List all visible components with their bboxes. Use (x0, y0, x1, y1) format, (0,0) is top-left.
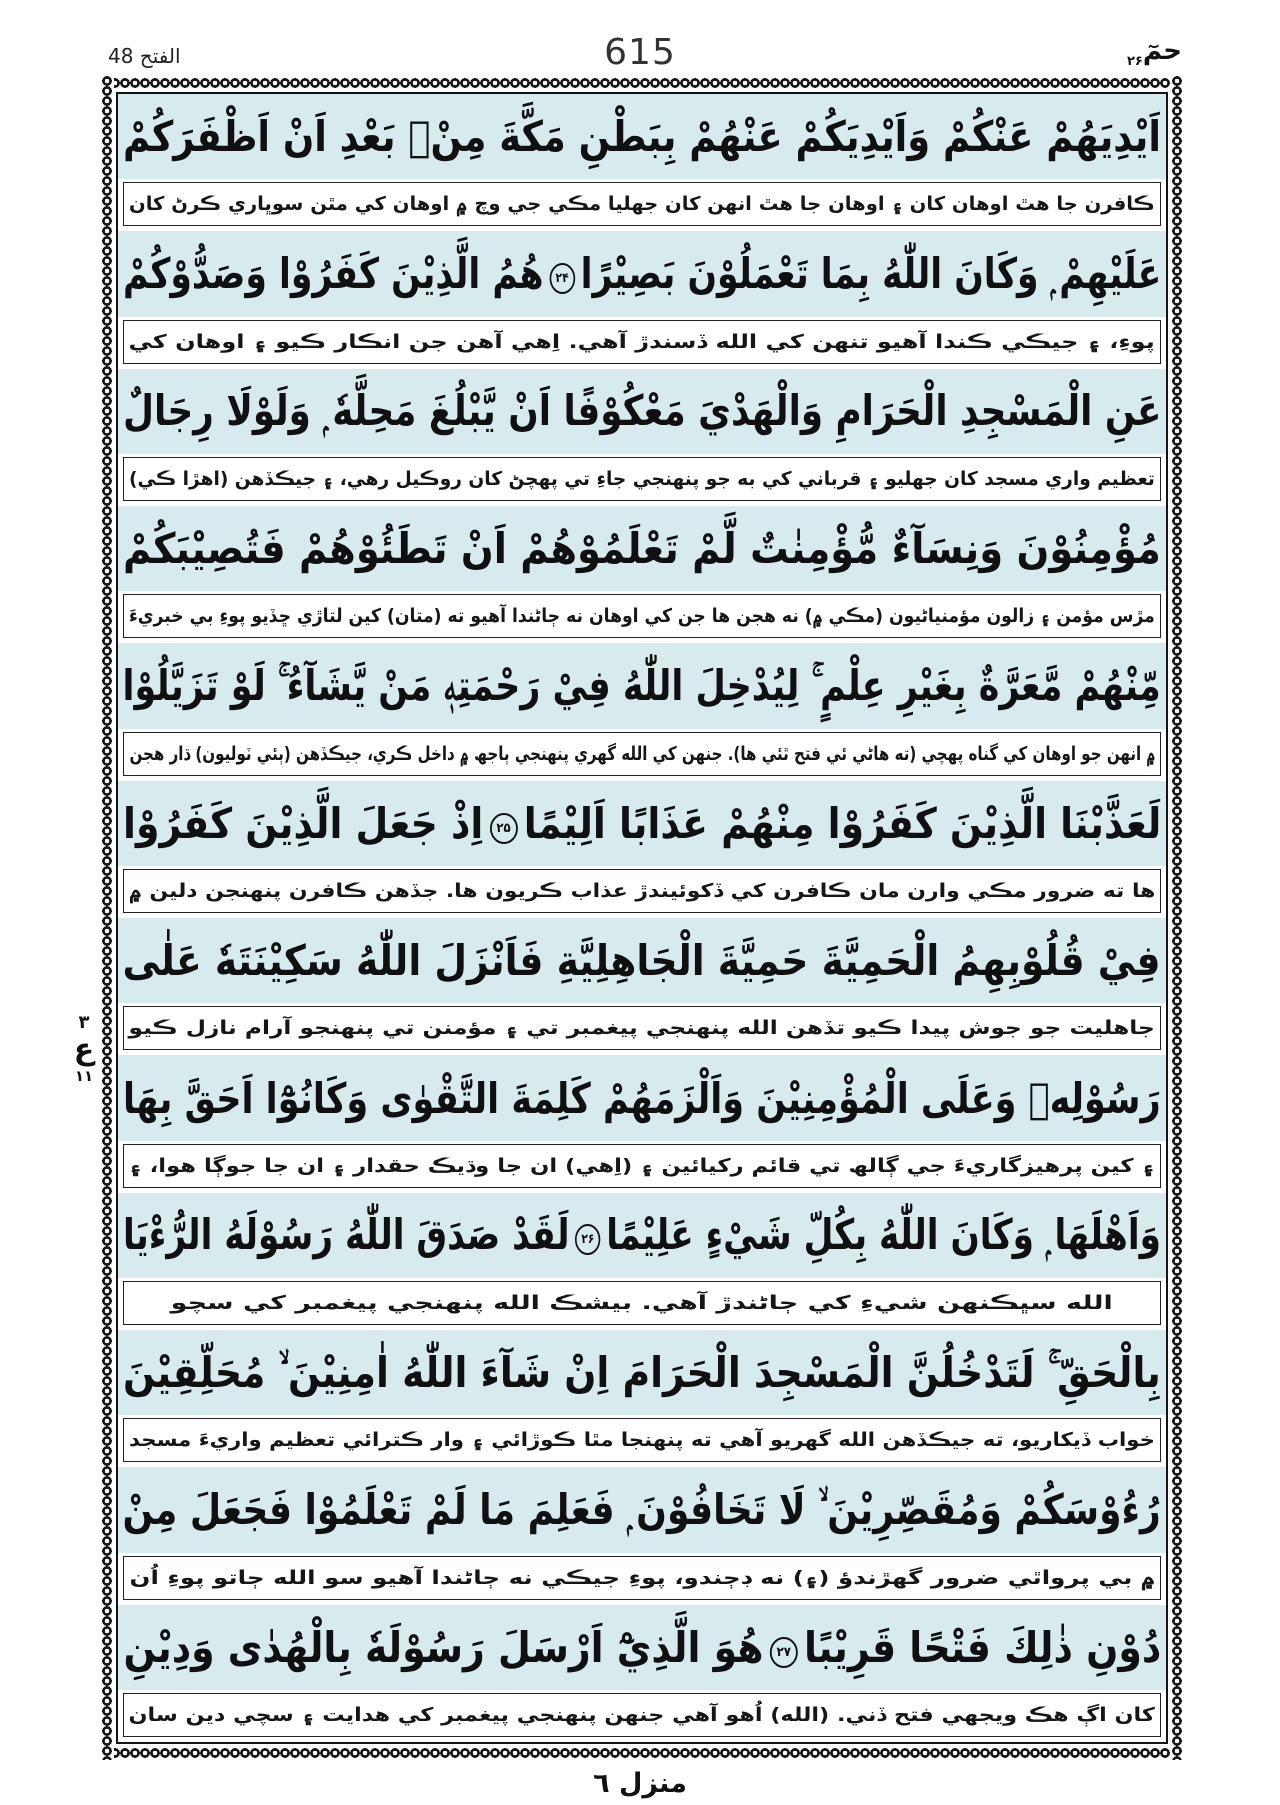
verse-section (118, 643, 1166, 780)
arabic-text: مِّنْهُمْ مَّعَرَّةٌ بِغَيْرِ عِلْمٍ ۚ لِيُدْخِلَ اللّٰهُ فِيْ رَحْمَتِهٖ مَنْ يَّشَآءُ ۚ لَوْ تَزَيَّلُوْا (122, 661, 1162, 711)
verse-section (118, 1193, 1166, 1330)
sindhi-translation-line (123, 1144, 1161, 1188)
chain-border-top (100, 76, 1184, 90)
manzil-marker: منزل ٦ (593, 1768, 687, 1799)
arabic-text: هُوَ الَّذِيْٓ اَرْسَلَ رَسُوْلَهٗ بِالْهُدٰى وَدِيْنِ (123, 1622, 764, 1672)
sindhi-translation-line (123, 182, 1161, 226)
arabic-text: مُؤْمِنُوْنَ وَنِسَآءٌ مُّؤْمِنٰتٌ لَّمْ تَعْلَمُوْهُمْ اَنْ تَطَئُوْهُمْ فَتُصِيْبَكُمْ (123, 524, 1161, 574)
translation-row (118, 1415, 1166, 1467)
translation-text: تعظيم واري مسجد کان جهليو ۽ قرباني کي به جو پنهنجي جاءِ تي پهچڻ کان روڪيل رهي، ۽ جيڪڏهن (اهڙا ڪي) (129, 468, 1155, 491)
arabic-text: دُوْنِ ذٰلِكَ فَتْحًا قَرِيْبًا (803, 1622, 1161, 1672)
translation-row (118, 1690, 1166, 1742)
translation-text: مڙس مؤمن ۽ زالون مؤمنياڻيون (مڪي ۾) نه هجن ها جن کي اوهان نه ڄاڻندا آهيو ته (متان) کين لتاڙي ڇڏيو پوءِ بي خبريءَ (129, 605, 1155, 628)
ruku-juz-count: ۱۱ (74, 1067, 94, 1085)
arabic-verse-line (118, 781, 1166, 866)
translation-text: الله سڀڪنهن شيءِ کي ڄاڻندڙ آهي. بيشڪ الله پنهنجي پيغمبر کي سچو (170, 1292, 1114, 1315)
verse-section (118, 94, 1166, 231)
translation-row (118, 1553, 1166, 1605)
sindhi-translation-line (123, 732, 1161, 776)
verse-section (118, 369, 1166, 506)
arabic-text: هُمُ الَّذِيْنَ كَفَرُوْا وَصَدُّوْكُمْ (122, 249, 544, 299)
translation-text: کان اڳ هڪ ويجهي فتح ڏني. (الله) اُهو آهي جنهن پنهنجي پيغمبر کي هدايت ۽ سچي دين سان (128, 1704, 1156, 1727)
page-number: 615 (604, 32, 676, 73)
arabic-text: وَاَهْلَهَا ۭ وَكَانَ اللّٰهُ بِكُلِّ شَيْءٍ عَلِيْمًا (606, 1210, 1161, 1260)
sindhi-translation-line (123, 869, 1161, 913)
translation-row (118, 179, 1166, 231)
arabic-text: رَسُوْلِهٖ وَعَلَى الْمُؤْمِنِيْنَ وَاَلْزَمَهُمْ كَلِمَةَ التَّقْوٰى وَكَانُوْٓا اَحَقَّ بِهَا (123, 1073, 1161, 1123)
translation-row (118, 1278, 1166, 1330)
arabic-verse-line (118, 231, 1166, 316)
surah-marker: الفتح 48 (108, 44, 181, 68)
sindhi-translation-line (123, 457, 1161, 501)
ayah-number-badge: ۲۵ (489, 813, 517, 844)
verse-section (118, 231, 1166, 368)
arabic-text: اِذْ جَعَلَ الَّذِيْنَ كَفَرُوْا (122, 798, 484, 848)
sindhi-translation-line (123, 1281, 1161, 1325)
arabic-text: لَعَذَّبْنَا الَّذِيْنَ كَفَرُوْا مِنْهُمْ عَذَابًا اَلِيْمًا (523, 798, 1162, 848)
arabic-text: عَنِ الْمَسْجِدِ الْحَرَامِ وَالْهَدْيَ مَعْكُوْفًا اَنْ يَّبْلُغَ مَحِلَّهٗ ۭ وَلَوْلَا رِجَالٌ (122, 386, 1162, 436)
arabic-text: اَيْدِيَهُمْ عَنْكُمْ وَاَيْدِيَكُمْ عَنْهُمْ بِبَطْنِ مَكَّةَ مِنْۢ بَعْدِ اَنْ اَظْفَرَكُمْ (123, 112, 1161, 162)
translation-text: ۾ بي پرواٿي ضرور گهڙندؤ (۽) نه ڊڄندو، پوءِ جيڪي نه ڄاڻندا آهيو سو الله ڄاتو پوءِ اُن (129, 1566, 1155, 1589)
translation-row (118, 591, 1166, 643)
verse-section (118, 506, 1166, 643)
arabic-verse-line (118, 1467, 1166, 1552)
chain-border-bottom (100, 1746, 1184, 1760)
verse-section (118, 781, 1166, 918)
arabic-verse-line (118, 506, 1166, 591)
sindhi-translation-line (123, 320, 1161, 364)
verse-section (118, 1605, 1166, 1742)
quran-frame (100, 76, 1184, 1760)
arabic-text: فِيْ قُلُوْبِهِمُ الْحَمِيَّةَ حَمِيَّةَ الْجَاهِلِيَّةِ فَاَنْزَلَ اللّٰهُ سَكِيْنَتَهٗ عَلٰى (122, 936, 1162, 986)
arabic-verse-line (118, 918, 1166, 1003)
translation-text: خواب ڏيکاريو، ته جيڪڏهن الله گهريو آهي ته پنهنجا مٿا ڪوڙائي ۽ وار ڪترائي تعظيم واريءَ مسجد (129, 1429, 1155, 1452)
translation-text: ڪافرن جا هٿ اوهان کان ۽ اوهان جا هٿ انهن کان جهليا مڪي جي وچ ۾ اوهان کي مٿن سوڀاري ڪرڻ کان (129, 193, 1155, 216)
juz-marker (1127, 36, 1182, 69)
ayah-number-badge: ۲۴ (549, 263, 575, 294)
translation-row (118, 454, 1166, 506)
translation-row (118, 1141, 1166, 1193)
arabic-verse-line (118, 1605, 1166, 1690)
arabic-verse-line (118, 369, 1166, 454)
sindhi-translation-line (123, 1556, 1161, 1600)
sindhi-translation-line (123, 1693, 1161, 1737)
translation-text: ۾ انهن جو اوهان کي گناه پهچي (ته هاڻي ئي فتح ٿئي ها). جنهن کي الله گهري پنهنجي ٻاجھ ۾ داخل ڪري، جيڪڏهن (ٻئي ٽوليون) ڌار هجن (129, 742, 1155, 765)
ruku-surah-count: ٣ (78, 1012, 90, 1033)
arabic-text: عَلَيْهِمْ ۭ وَكَانَ اللّٰهُ بِمَا تَعْمَلُوْنَ بَصِيْرًا (580, 249, 1162, 299)
arabic-verse-line (118, 1330, 1166, 1415)
arabic-verse-line (118, 643, 1166, 728)
translation-row (118, 317, 1166, 369)
verse-section (118, 1467, 1166, 1604)
arabic-verse-line (118, 94, 1166, 179)
ruku-margin-marker (70, 1012, 98, 1085)
verse-section (118, 1330, 1166, 1467)
arabic-text: لَقَدْ صَدَقَ اللّٰهُ رَسُوْلَهُ الرُّءْيَا (123, 1210, 570, 1260)
chain-border-right (1170, 76, 1184, 1760)
juz-name: حمٓ (1142, 36, 1182, 66)
arabic-text: بِالْحَقِّ ۚ لَتَدْخُلُنَّ الْمَسْجِدَ الْحَرَامَ اِنْ شَآءَ اللّٰهُ اٰمِنِيْنَ ۙ مُحَلِّقِيْنَ (123, 1347, 1161, 1397)
page-content (116, 92, 1168, 1744)
arabic-text: رُءُوْسَكُمْ وَمُقَصِّرِيْنَ ۙ لَا تَخَافُوْنَ ۭ فَعَلِمَ مَا لَمْ تَعْلَمُوْا فَجَعَلَ مِنْ (122, 1485, 1162, 1535)
verse-section (118, 918, 1166, 1055)
sindhi-translation-line (123, 1418, 1161, 1462)
translation-row (118, 866, 1166, 918)
arabic-verse-line (118, 1055, 1166, 1140)
ruku-ain-icon: ع (73, 1032, 95, 1067)
arabic-verse-line (118, 1193, 1166, 1278)
ayah-number-badge: ۲۶ (575, 1224, 600, 1255)
sindhi-translation-line (123, 594, 1161, 638)
translation-text: پوءِ، ۽ جيڪي ڪندا آهيو تنهن کي الله ڏسندڙ آهي. اِهي آهن جن انڪار ڪيو ۽ اوهان کي (128, 330, 1156, 353)
juz-number: ۲۶ (1126, 54, 1143, 70)
translation-text: ۽ کين پرهيزگاريءَ جي ڳالھ تي قائم رکيائين ۽ (اِهي) ان جا وڌيڪ حقدار ۽ ان جا جوڳا هوا، ۽ (128, 1154, 1156, 1177)
translation-text: ها ته ضرور مڪي وارن مان ڪافرن کي ڏکوئيندڙ عذاب ڪريون ها. جڏهن ڪافرن پنهنجن دلين ۾ (128, 880, 1156, 903)
verse-section (118, 1055, 1166, 1192)
ayah-number-badge: ۲۷ (769, 1637, 797, 1668)
translation-row (118, 729, 1166, 781)
sindhi-translation-line (123, 1006, 1161, 1050)
translation-text: جاهليت جو جوش پيدا ڪيو تڏهن الله پنهنجي پيغمبر تي ۽ مؤمنن تي پنهنجو آرام نازل ڪيو (128, 1017, 1156, 1040)
chain-border-left (100, 76, 114, 1760)
translation-row (118, 1003, 1166, 1055)
